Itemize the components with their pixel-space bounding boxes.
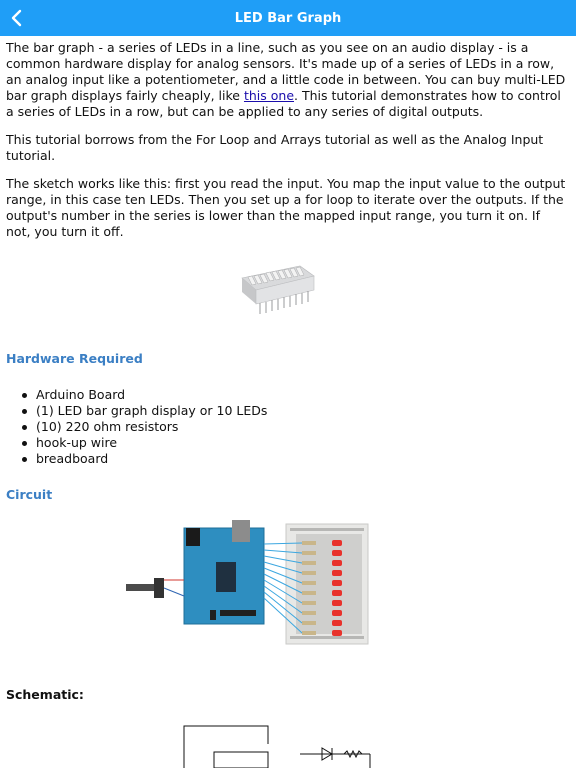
sketch-explanation-paragraph: The sketch works like this: first you read the input. You map the input value to the output range, in this case ten LEDs. Then you set up a for loop to iterate over the outputs. If the output's number in the series is lower than the mapped input range, you turn it on. If not, you turn it off. <box>6 176 566 239</box>
schematic-heading: Schematic: <box>6 687 84 702</box>
intro-paragraph <box>6 40 566 120</box>
circuit-diagram-image <box>124 518 374 648</box>
page-title: LED Bar Graph <box>234 10 342 26</box>
schematic-diagram-image <box>180 724 380 768</box>
tutorial-reference-paragraph: This tutorial borrows from the For Loop and Arrays tutorial as well as the Analog Input tutorial. <box>6 132 544 163</box>
led-bar-graph-image <box>238 258 316 322</box>
list-item: Arduino Board <box>6 387 406 403</box>
list-item: breadboard <box>6 451 406 467</box>
list-item: (1) LED bar graph display or 10 LEDs <box>6 403 406 419</box>
list-item: hook-up wire <box>6 435 406 451</box>
list-item: (10) 220 ohm resistors <box>6 419 406 435</box>
chevron-left-icon <box>10 9 24 27</box>
nav-bar <box>0 0 576 36</box>
intro-text-1: The bar graph - a series of LEDs in a line, such as you see on an audio display - is a common hardware display for analog sensors. It's made up of a series of LEDs in a row, an analog input like a potentiometer, and a little code in between. You can buy multi-LED bar graph displays fairly cheaply, like <box>6 40 566 103</box>
this-one-link[interactable]: this one <box>243 88 295 103</box>
article-body <box>6 40 566 252</box>
circuit-heading: Circuit <box>6 487 53 502</box>
back-button[interactable] <box>2 0 32 36</box>
hardware-list <box>6 387 406 467</box>
hardware-heading: Hardware Required <box>6 351 143 366</box>
intro-text-2: . This tutorial demonstrates how to control a series of LEDs in a row, but can be applied to any series of digital outputs. <box>6 88 561 119</box>
